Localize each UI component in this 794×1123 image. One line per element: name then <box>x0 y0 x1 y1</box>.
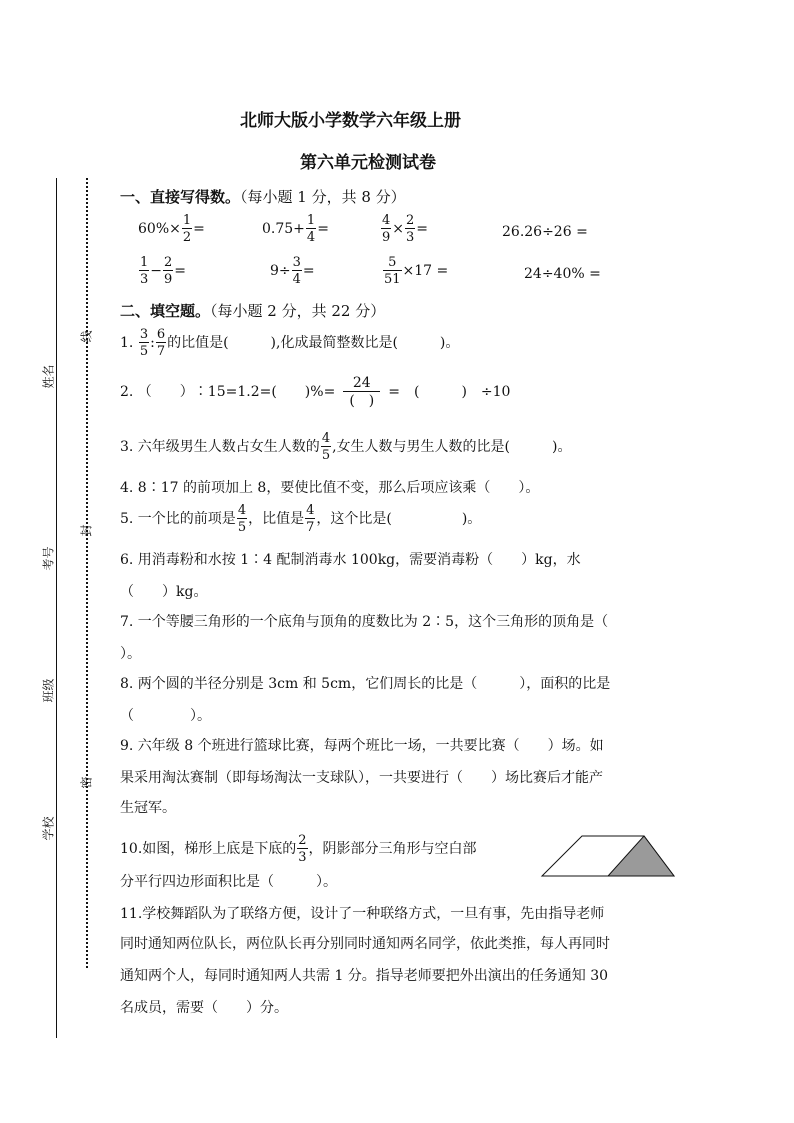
question-9-line3: 生冠军。 <box>120 800 176 816</box>
question-11-line1: 11.学校舞蹈队为了联络方便，设计了一种联络方式，一旦有事，先由指导老师 <box>120 906 605 922</box>
section1-note: （每小题 1 分，共 8 分） <box>240 188 406 206</box>
section2-note: （每小题 2 分，共 22 分） <box>210 302 386 320</box>
fraction: $\frac{3}{4}$ <box>292 255 301 287</box>
question-6-line1: 6. 用消毒粉和水按 1∶4 配制消毒水 100kg，需要消毒粉（ ）kg，水 <box>120 552 581 568</box>
calc-b-pre: 0.75+ <box>262 221 305 237</box>
q10-pre: 10.如图，梯形上底是下底的 <box>120 841 297 857</box>
calc-item-g <box>382 256 448 286</box>
question-8-line1: 8. 两个圆的半径分别是 3cm 和 5cm，它们周长的比是（ ），面积的比是 <box>120 676 611 692</box>
calc-b-post: = <box>317 221 329 237</box>
calc-a-pre: 60%× <box>138 221 181 237</box>
calc-g-post: ×17 = <box>402 263 449 279</box>
fraction: $\frac{1}{3}$ <box>140 255 149 287</box>
question-9-line1: 9. 六年级 8 个班进行篮球比赛，每两个班比一场，一共要比赛（ ）场。如 <box>120 738 604 754</box>
section2-title: 二、填空题。 <box>120 302 211 320</box>
q3-post: ,女生人数与男生人数的比是( )。 <box>332 439 572 455</box>
question-6-line2: （ ）kg。 <box>120 584 208 600</box>
fraction: $\frac{6}{7}$ <box>156 327 166 359</box>
q5-pre: 5. 一个比的前项是 <box>120 511 236 527</box>
fraction: $\frac{2}{3}$ <box>406 213 415 245</box>
fraction: $\frac{4}{5}$ <box>321 431 331 463</box>
q5-post: ，这个比是( )。 <box>316 511 482 527</box>
page-title: 北师大版小学数学六年级上册 <box>240 111 461 131</box>
section1-title: 一、直接写得数。 <box>120 188 241 206</box>
calc-item-h: 24÷40% = <box>524 266 601 282</box>
question-10-line2: 分平行四边形面积比是（ ）。 <box>120 874 337 890</box>
calc-item-e <box>138 256 186 286</box>
margin-name-label: 姓名 <box>41 364 56 389</box>
fraction: $\frac{2}{9}$ <box>164 255 173 287</box>
q2-pre: 2. （ ）∶15=1.2=( )%= <box>120 384 336 400</box>
q1-pre: 1. <box>120 335 138 351</box>
fraction: $\frac{24}{( )}$ <box>343 376 380 408</box>
question-1 <box>120 328 459 358</box>
question-4: 4. 8∶17 的前项加上 8，要使比值不变，那么后项应该乘（ ）。 <box>120 480 540 496</box>
calc-item-b <box>262 214 329 244</box>
binding-solid-line <box>56 178 57 1038</box>
section2-heading <box>120 300 385 321</box>
question-9-line2: 果采用淘汰赛制（即每场淘汰一支球队），一共要进行（ ）场比赛后才能产 <box>120 770 603 786</box>
fraction: $\frac{1}{4}$ <box>306 213 316 245</box>
seal-mi-char: 密 <box>79 776 94 789</box>
question-5 <box>120 504 481 534</box>
fraction: $\frac{4}{7}$ <box>306 503 315 535</box>
question-11-line3: 通知两个人，每同时通知两人共需 1 分。指导老师要把外出演出的任务通知 30 <box>120 968 609 984</box>
calc-item-a <box>138 214 205 244</box>
trapezoid-figure <box>540 834 676 878</box>
question-11-line4: 名成员，需要（ ）分。 <box>120 1000 288 1016</box>
margin-school-label: 学校 <box>41 816 56 841</box>
q1-post: 的比值是( ),化成最简整数比是( )。 <box>167 335 460 351</box>
q10-post: ，阴影部分三角形与空白部 <box>308 841 477 857</box>
q2-post: = ( ) ÷10 <box>388 384 511 400</box>
calc-e-op: − <box>150 263 163 279</box>
question-2 <box>120 376 510 408</box>
calc-a-post: = <box>193 221 205 237</box>
calc-c-post: = <box>416 221 429 237</box>
fraction: $\frac{4}{5}$ <box>237 503 247 535</box>
calc-item-f <box>270 256 315 286</box>
calc-e-post: = <box>174 263 187 279</box>
binding-dotted-line <box>86 178 88 968</box>
fraction: $\frac{3}{5}$ <box>139 327 149 359</box>
q1-sep: : <box>150 335 155 351</box>
calc-item-d: 26.26÷26 = <box>502 224 588 240</box>
calc-f-pre: 9÷ <box>270 263 291 279</box>
page-subtitle: 第六单元检测试卷 <box>300 153 436 173</box>
seal-xian-char: 线 <box>79 330 94 343</box>
fraction: $\frac{2}{3}$ <box>298 833 307 865</box>
question-7-line1: 7. 一个等腰三角形的一个底角与顶角的度数比为 2∶5，这个三角形的顶角是（ <box>120 614 609 630</box>
margin-exam-no-label: 考号 <box>41 546 56 571</box>
fraction: $\frac{5}{51}$ <box>384 255 401 287</box>
section1-heading <box>120 186 406 207</box>
fraction: $\frac{4}{9}$ <box>382 213 391 245</box>
question-8-line2: （ ）。 <box>120 708 211 724</box>
margin-class-label: 班级 <box>41 678 56 703</box>
calc-item-c <box>380 214 428 244</box>
question-11-line2: 同时通知两位队长，两位队长再分别同时通知两名同学，依此类推，每人再同时 <box>120 936 610 952</box>
fraction: $\frac{1}{2}$ <box>182 213 192 245</box>
seal-feng-char: 封 <box>79 524 94 537</box>
question-10-line1 <box>120 834 477 864</box>
calc-c-op: × <box>392 221 405 237</box>
question-3 <box>120 432 571 462</box>
q3-pre: 3. 六年级男生人数占女生人数的 <box>120 439 320 455</box>
q5-mid: ，比值是 <box>248 511 305 527</box>
question-7-line2: ）。 <box>120 646 141 662</box>
calc-f-post: = <box>302 263 315 279</box>
